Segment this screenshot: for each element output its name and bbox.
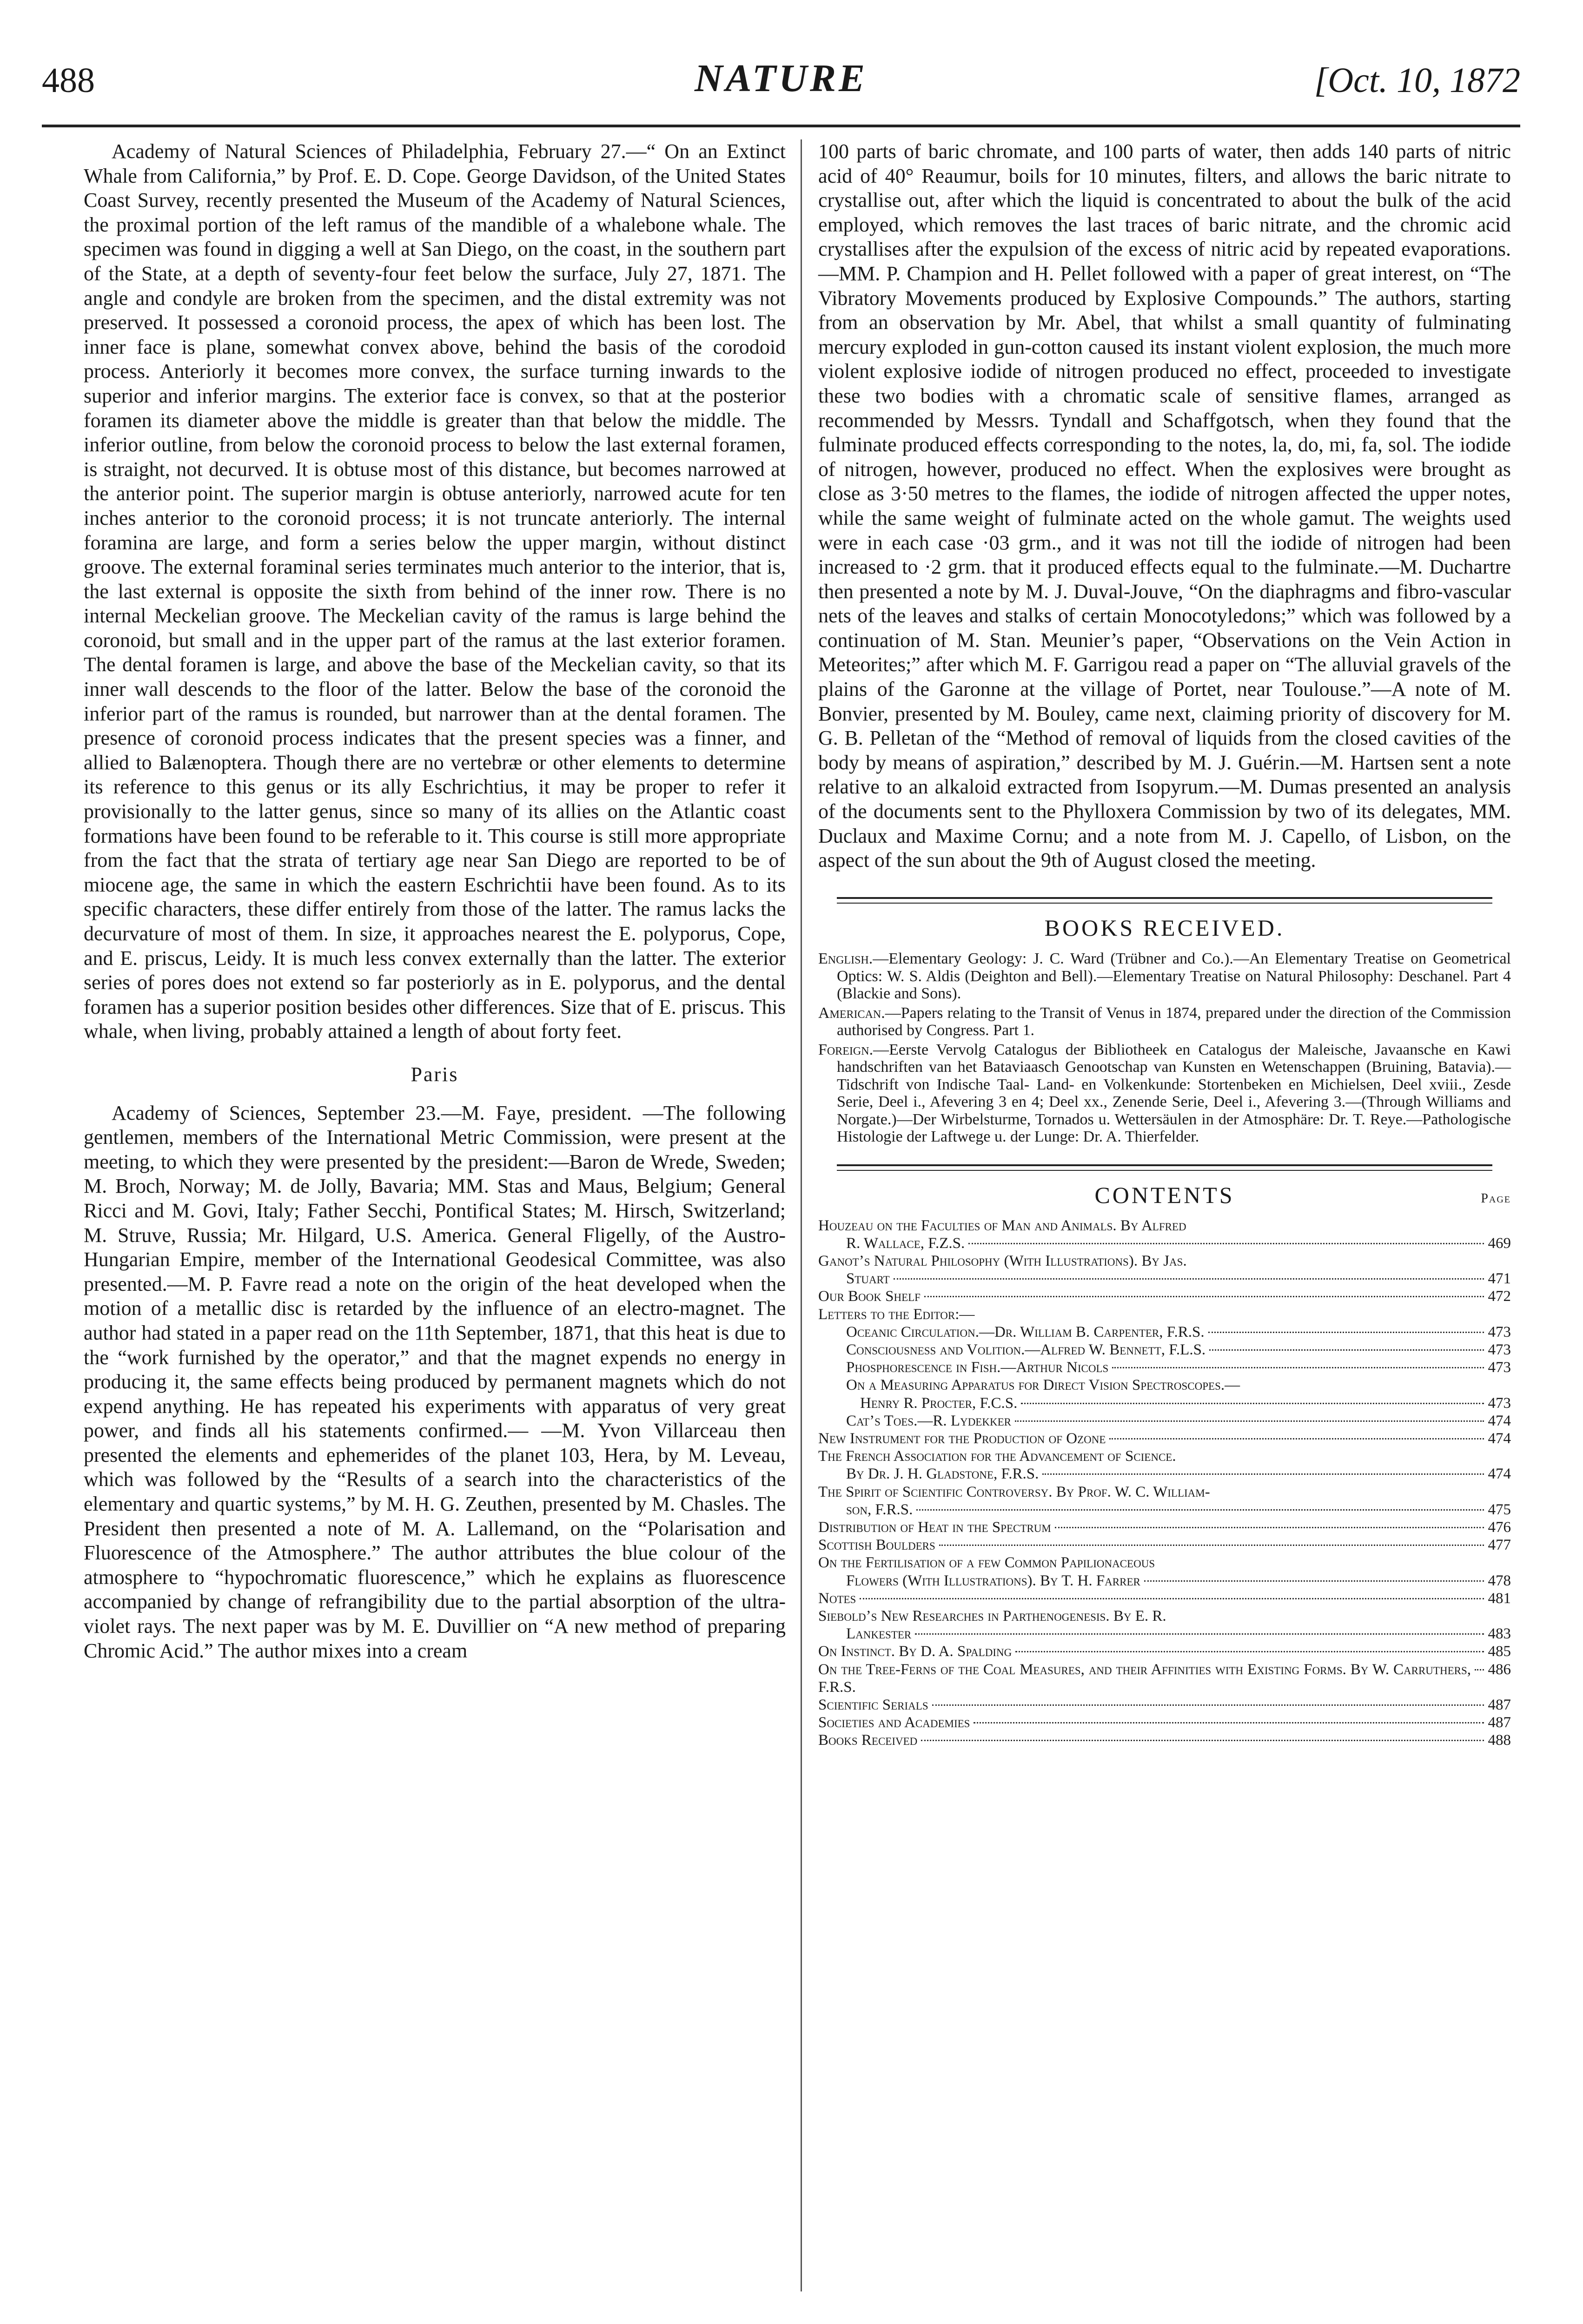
contents-entry [818, 1376, 1511, 1394]
contents-entry-page: 478 [1488, 1572, 1511, 1589]
contents-entry [818, 1501, 1511, 1519]
contents-entry [818, 1731, 1511, 1749]
contents-entry-page: 472 [1488, 1288, 1511, 1305]
contents-entry-title: son, F.R.S. [846, 1501, 913, 1518]
contents-leader-dots [1208, 1332, 1484, 1333]
paris-paragraph: Academy of Sciences, September 23.—M. Faye, president. —The following gentlemen, members of the International Metric Commission, were present at the meeting, to which they were presented by the president:—Baron de Wrede, Sweden; M. Broch, Norway; M. de Jolly, Bavaria; MM. Stas and Maus, Belgium; General Ricci and M. Govi, Italy; Father Secchi, Pontifical States; M. Hirsch, Switzerland; M. Struve, Russia; Mr. Hilgard, U.S. America. General Fligelly, of the Austro-Hungarian Empire, member of the International Geodesical Committee, was also presented.—M. P. Favre read a note on the origin of the heat developed when the motion of a metallic disc is retarded by the influence of an electro-magnet. The author had stated in a paper read on the 11th September, 1871, that this heat is due to the “work furnished by the operator,” and that the magnet expends no energy in producing it, the same effects being produced by permanent magnets which do not expend anything. He has repeated his experiments with apparatus of very great power, and finds all his statements confirmed.— —M. Yvon Villarceau then presented the elements and ephemerides of the planet 103, Hera, by M. Leveau, which was followed by the “Results of a search into the characteristics of the elementary and quartic systems,” by M. H. G. Zeuthen, presented by M. Chasles. The President then presented a note of M. A. Lallemand, on the “Polarisation and Fluorescence of the Atmosphere.” The author attributes the blue colour of the atmosphere to “hypochromatic fluorescence,” which he explains as fluorescence accompanied by change of refrangibility due to the partial absorption of the ultra-violet rays. The next paper was by M. E. Duvillier on “A new method of preparing Chromic Acid.” The author mixes into a cream [84, 1101, 786, 1662]
contents-entry [818, 1590, 1511, 1607]
contents-leader-dots [1055, 1527, 1484, 1528]
contents-leader-dots [968, 1243, 1484, 1244]
contents-leader-dots [860, 1598, 1484, 1599]
contents-leader-dots [1015, 1420, 1484, 1422]
contents-entry-page: 483 [1488, 1625, 1511, 1643]
section-heading-paris: Paris [411, 1063, 459, 1086]
contents-entry-page: 474 [1488, 1412, 1511, 1429]
contents-entry-page: 487 [1488, 1714, 1511, 1731]
contents-entry [818, 1519, 1511, 1536]
contents-entry-title: Consciousness and Volition.—Alfred W. Bennett, F.L.S. [846, 1341, 1206, 1358]
contents-entry-title: Letters to the Editor:— [818, 1306, 975, 1323]
contents-entry [818, 1536, 1511, 1554]
contents-entry-page: 486 [1488, 1661, 1511, 1678]
contents-entry-page: 473 [1488, 1394, 1511, 1412]
books-list [818, 950, 1511, 1146]
page-number: 488 [42, 61, 95, 100]
contents-entry [818, 1341, 1511, 1359]
contents-entry-title: By Dr. J. H. Gladstone, F.R.S. [846, 1466, 1039, 1483]
contents-entry-title: Houzeau on the Faculties of Man and Animals. By Alfred [818, 1217, 1186, 1234]
books-entry-english: English.—Elementary Geology: J. C. Ward (Trübner and Co.).—An Elementary Treatise on Geometrical Optics: W. S. Aldis (Deighton and Bell).—Elementary Treatise on Natural Philosophy: Deschanel. Part 4 (Blackie and Sons). [818, 950, 1511, 1003]
contents-entry-page: 471 [1488, 1270, 1511, 1287]
contents-entry-title: Henry R. Procter, F.C.S. [860, 1394, 1018, 1412]
contents-entry-title: Notes [818, 1590, 856, 1607]
contents-page-label: Page [1481, 1191, 1511, 1206]
contents-leader-dots [894, 1278, 1484, 1280]
contents-leader-dots [932, 1704, 1484, 1706]
contents-entry [818, 1270, 1511, 1287]
contents-entry [818, 1554, 1511, 1571]
contents-entry-title: On Instinct. By D. A. Spalding [818, 1643, 1012, 1660]
contents-entry [818, 1306, 1511, 1323]
books-entry-foreign: Foreign.—Eerste Vervolg Catalogus der Bibliotheek en Catalogus der Maleische, Javaansche en Kawi handschriften van het Bataviaasch Genootschap van Kunsten en Wetenschappen (Bruining, Batavia).—Tidschrift von Indische Taal- Land- en Volkenkunde: Stortenbeken en Michielsen, Deel xviii., Zesde Serie, Deel i., Afevering 3 en 4; Deel xx., Zenende Serie, Deel i., Afevering 3.—(Through Williams and Norgate.)—Der Wirbelsturme, Tornados u. Wettersäulen in der Atmosphäre: Dr. T. Reye.—Pathologische Histologie der Laftwege u. der Lunge: Dr. A. Thierfelder. [818, 1041, 1511, 1146]
contents-leader-dots [1015, 1651, 1484, 1652]
contents-entry-page: 485 [1488, 1643, 1511, 1660]
contents-entry-title: Distribution of Heat in the Spectrum [818, 1519, 1051, 1536]
contents-entry-title: Ganot’s Natural Philosophy (With Illustrations). By Jas. [818, 1252, 1187, 1269]
contents-entry-title: Books Received [818, 1732, 918, 1749]
contents-entry-page: 473 [1488, 1359, 1511, 1376]
contents-entry [818, 1323, 1511, 1341]
contents-entry-page: 474 [1488, 1466, 1511, 1483]
contents-leader-dots [974, 1722, 1484, 1723]
contents-entry [818, 1235, 1511, 1252]
philadelphia-paragraph: Academy of Natural Sciences of Philadelphia, February 27.—“ On an Extinct Whale from California,” by Prof. E. D. Cope. George Davidson, of the United States Coast Survey, recently presented the Museum of the Academy of Natural Sciences, the proximal portion of the left ramus of the mandible of a whalebone whale. The specimen was found in digging a well at San Diego, on the coast, in the southern part of the State, at a depth of seventy-four feet below the surface, July 27, 1871. The angle and condyle are broken from the specimen, and the distal extremity was not preserved. It possessed a coronoid process, the apex of which has been lost. The inner face is plane, somewhat convex above, behind the basis of the corodoid process. Anteriorly it becomes more convex, the surface turning inwards to the superior and inferior margins. The exterior face is convex, so that at the posterior foramen its diameter above the middle is greater than that below the middle. The inferior outline, from below the coronoid process to below the last external foramen, is straight, not decurved. It is obtuse most of this distance, but becomes narrowed at the anterior point. The superior margin is obtuse anteriorly, narrowed acute for ten inches anterior to the coronoid process; it is not truncate anteriorly. The internal foramina are large, and form a series below the upper margin, without distinct groove. The external foraminal series terminates much anterior to the interior, that is, the last external is opposite the sixth from behind of the inner row. There is no internal Meckelian groove. The Meckelian cavity of the ramus is large behind the coronoid, but small and in the upper part of the ramus at the last exterior foramen. The dental foramen is large, and above the base of the Meckelian cavity, so that its inner wall descends to the floor of the latter. Below the base of the coronoid the inferior part of the ramus is rounded, but narrower than at the dental foramen. The presence of coronoid process indicates that the present species was a finner, and allied to Balænoptera. Though there are no vertebræ or other elements to determine its reference to this genus or its ally Eschrichtius, it may be proper to refer it provisionally to the latter genus, since so many of its allies on the Atlantic coast formations have been found to be referable to it. This course is still more appropriate from the fact that the strata of tertiary age near San Diego are reported to be of miocene age, the same in which the eastern Eschrichtii have been found. As to its specific characters, these differ entirely from those of the latter. The ramus lacks the decurvature of most of them. In size, it approaches nearest the E. polyporus, Cope, and E. priscus, Leidy. It is much less convex externally than the latter. The exterior series of pores does not extend so far posteriorly as in E. polyporus, and the dental foramen has a superior position besides other differences. Size that of E. priscus. This whale, when living, probably attained a length of about forty feet. [84, 140, 786, 1043]
contents-entry-title: New Instrument for the Production of Ozone [818, 1430, 1106, 1447]
contents-entry [818, 1252, 1511, 1270]
contents-entry-page: 473 [1488, 1341, 1511, 1358]
continuation-paragraph: 100 parts of baric chromate, and 100 parts of water, then adds 140 parts of nitric acid of 40° Reaumur, boils for 10 minutes, filters, and allows the baric nitrate to crystallise out, after which the liquid is concentrated to about the bulk of the acid employed, which removes the last traces of baric nitrate, and the chromic acid crystallises after the expulsion of the excess of nitric acid by repeated evaporations.—MM. P. Champion and H. Pellet followed with a paper of great interest, on “The Vibratory Movements produced by Explosive Compounds.” The authors, starting from an observation by Mr. Abel, that whilst a small quantity of fulminating mercury exploded in gun-cotton caused its instant violent explosion, the much more violent explosive iodide of nitrogen produced no effect, proceeded to investigate these two bodies with a chromatic scale of sensitive flames, arranged as recommended by Messrs. Tyndall and Schaffgotsch, when they found that the fulminate produced effects corresponding to the notes, la, do, mi, fa, sol. The iodide of nitrogen, however, produced no effect. When the explosives were brought as close as 3·50 metres to the flames, the iodide of nitrogen affected the upper notes, while the same weight of fulminate acted on the whole gamut. The weights used were in each case ·03 grm., and it was not till the iodide of nitrogen had been increased to ·2 grm. that it produced effects equal to the fulminate.—M. Duchartre then presented a note by M. J. Duval-Jouve, “On the diaphragms and fibro-vascular nets of the leaves and stalks of certain Monocotyledons;” which was followed by a continuation of M. Stan. Meunier’s paper, “Observations on the Vein Action in Meteorites;” after which M. F. Garrigou read a paper on “The alluvial gravels of the plains of the Garonne at the village of Portet, near Toulouse.”—A note of M. Bonvier, presented by M. Bouley, came next, claiming priority of discovery for M. G. B. Pelletan of the “Method of removal of liquids from the closed cavities of the body by means of aspiration,” described by M. J. Guérin.—M. Hartsen sent a note relative to an alkaloid extracted from Isopyrum.—M. Dumas presented an analysis of the documents sent to the Phylloxera Commission by two of its delegates, MM. Duclaux and Maxime Cornu; and a note from M. J. Capello, of Lisbon, on the aspect of the sun about the 9th of August closed the meeting. [818, 140, 1511, 872]
contents-entry [818, 1625, 1511, 1643]
contents-entry-page: 473 [1488, 1323, 1511, 1340]
contents-entry-title: Societies and Academies [818, 1714, 970, 1731]
journal-title: NATURE [694, 57, 868, 100]
left-column [84, 139, 786, 1663]
contents-entry [818, 1465, 1511, 1483]
contents-entry-page: 475 [1488, 1501, 1511, 1518]
contents-rule [837, 1164, 1492, 1171]
contents-entry-title: Cat’s Toes.—R. Lydekker [846, 1412, 1011, 1429]
contents-leader-dots [1209, 1349, 1484, 1351]
contents-entry [818, 1287, 1511, 1305]
contents-entry-page: 481 [1488, 1590, 1511, 1607]
contents-entry [818, 1643, 1511, 1660]
contents-entry-title: Siebold’s New Researches in Parthenogenesis. By E. R. [818, 1607, 1166, 1624]
contents-entry-page: 477 [1488, 1537, 1511, 1554]
books-rule [837, 897, 1492, 904]
contents-entry-title: R. Wallace, F.Z.S. [846, 1235, 965, 1252]
contents-entry [818, 1714, 1511, 1731]
contents-leader-dots [1144, 1580, 1484, 1582]
contents-entry [818, 1217, 1511, 1235]
page-header [42, 56, 1520, 121]
contents-leader-dots [921, 1740, 1484, 1741]
contents-entry-title: The Spirit of Scientific Controversy. By Prof. W. C. William- [818, 1483, 1210, 1500]
contents-entry [818, 1447, 1511, 1465]
contents-entry-title: On a Measuring Apparatus for Direct Vision Spectroscopes.— [846, 1377, 1240, 1394]
contents-entry-page: 476 [1488, 1519, 1511, 1536]
contents-entry-title: Phosphorescence in Fish.—Arthur Nicols [846, 1359, 1109, 1376]
contents-entry-page: 488 [1488, 1732, 1511, 1749]
contents-entry-title: Stuart [846, 1270, 890, 1287]
contents-entry [818, 1607, 1511, 1625]
contents-leader-dots [1021, 1403, 1484, 1404]
contents-entry [818, 1483, 1511, 1501]
books-received-heading: BOOKS RECEIVED. [1044, 914, 1285, 941]
contents-entry [818, 1696, 1511, 1714]
contents-list [818, 1217, 1511, 1750]
contents-entry [818, 1412, 1511, 1430]
contents-entry-title: Flowers (With Illustrations). By T. H. Farrer [846, 1572, 1140, 1589]
contents-leader-dots [1109, 1438, 1484, 1439]
contents-entry-title: The French Association for the Advancement of Science. [818, 1448, 1176, 1465]
contents-entry [818, 1359, 1511, 1376]
contents-entry [818, 1394, 1511, 1412]
contents-entry-title: Scottish Boulders [818, 1537, 935, 1554]
column-divider [801, 139, 802, 2291]
contents-entry-title: Oceanic Circulation.—Dr. William B. Carpenter, F.R.S. [846, 1323, 1205, 1340]
contents-heading: CONTENTS Page [818, 1183, 1511, 1208]
contents-leader-dots [1112, 1367, 1484, 1368]
contents-entry [818, 1572, 1511, 1590]
contents-entry-page: 474 [1488, 1430, 1511, 1447]
header-rule [42, 125, 1520, 127]
right-column [818, 139, 1511, 1750]
contents-entry-title: Scientific Serials [818, 1696, 928, 1713]
contents-leader-dots [924, 1296, 1484, 1297]
contents-entry [818, 1430, 1511, 1447]
contents-leader-dots [916, 1509, 1484, 1511]
contents-entry-title: On the Tree-Ferns of the Coal Measures, and their Affinities with Existing Forms. By W. Carruthers, F.R.S. [818, 1661, 1471, 1696]
contents-leader-dots [1475, 1669, 1484, 1670]
contents-leader-dots [939, 1545, 1484, 1546]
contents-entry-title: On the Fertilisation of a few Common Papilionaceous [818, 1554, 1155, 1571]
books-entry-american: American.—Papers relating to the Transit of Venus in 1874, prepared under the direction of the Commission authorised by Congress. Part 1. [818, 1004, 1511, 1039]
issue-date: [Oct. 10, 1872 [1314, 61, 1520, 100]
contents-entry-page: 469 [1488, 1235, 1511, 1252]
contents-entry [818, 1661, 1511, 1696]
contents-entry-page: 487 [1488, 1696, 1511, 1713]
contents-entry-title: Lankester [846, 1625, 912, 1643]
contents-leader-dots [915, 1633, 1484, 1635]
contents-entry-title: Our Book Shelf [818, 1288, 921, 1305]
contents-leader-dots [1042, 1473, 1484, 1475]
